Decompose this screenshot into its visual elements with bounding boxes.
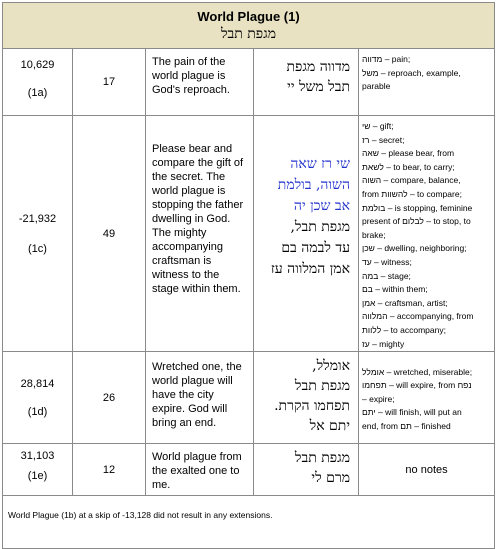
row-id: (1a) (27, 87, 48, 99)
hebrew-line: אמן המלווה עז (270, 261, 350, 277)
note-line: from להשוות – to compare; (362, 188, 462, 199)
hebrew-line-blue: השוה, בולמת (277, 177, 350, 193)
english-cell: The pain of the world plague is God's reproach. (146, 49, 254, 116)
hebrew-line: מגפת תבל, (290, 219, 350, 235)
hebrew-cell (254, 352, 359, 444)
hebrew-line: יתם אל (309, 418, 350, 435)
notes-cell (359, 49, 495, 116)
english-cell: Wretched one, the world plague will have the city expire. God will bring an end. (146, 352, 254, 444)
note-line: תפחמו – will expire, from נפח (362, 380, 472, 391)
notes-cell (359, 116, 495, 352)
english-cell: Please bear and compare the gift of the secret. The world plague is stopping the father dwelling in God. The mighty accompanying craftsman is witness to the stage within them. (146, 116, 254, 352)
english-cell: World plague from the exalted one to me. (146, 444, 254, 496)
skip-cell: 17 (73, 49, 146, 116)
table-row (3, 444, 495, 496)
hebrew-line: מגפת תבל (294, 378, 350, 395)
note-line: אומלל – wretched, miserable; (362, 366, 473, 377)
note-line: end, from תם – finished (362, 420, 451, 431)
row-value: -21,932 (18, 212, 57, 225)
hebrew-line: מרם לי (311, 470, 350, 487)
table-header-row (3, 3, 495, 49)
hebrew-line-blue: שי רז שאה (290, 156, 350, 172)
skip-cell: 49 (73, 116, 146, 352)
value-cell (3, 444, 73, 496)
skip-cell: 26 (73, 352, 146, 444)
hebrew-line: מגפת תבל (294, 450, 350, 467)
table-footer: World Plague (1b) at a skip of -13,128 did not result in any extensions. (3, 496, 495, 549)
note-line: רז – secret; (362, 134, 405, 145)
hebrew-line-blue: אב שכן יה (293, 198, 350, 214)
note-line: במה – stage; (362, 270, 411, 281)
note-line: מדווה – pain; (362, 54, 411, 64)
note-line: יתם – will finish, will put an (362, 407, 462, 418)
row-value: 31,103 (20, 450, 55, 463)
note-line: לשאת – to bear, to carry; (362, 161, 455, 172)
table-header (3, 3, 495, 49)
note-line: השוה – compare, balance, (362, 175, 461, 186)
note-line: ללוות – to accompany; (362, 324, 446, 335)
note-line: עד – witness; (362, 256, 412, 267)
note-line: – expire; (362, 393, 395, 404)
hebrew-line: תבל משל יי (287, 79, 350, 95)
row-value: 28,814 (20, 377, 55, 390)
row-id: (1c) (28, 242, 47, 255)
world-plague-table (2, 2, 495, 549)
hebrew-cell (254, 49, 359, 116)
row-value: 10,629 (20, 59, 55, 71)
note-line: עז – mighty (362, 338, 405, 349)
hebrew-line: עד לבמה בם (281, 240, 350, 256)
value-cell (3, 116, 73, 352)
value-cell (3, 352, 73, 444)
value-cell (3, 49, 73, 116)
note-line: brake; (362, 229, 386, 240)
table-row (3, 49, 495, 116)
table-row (3, 352, 495, 444)
note-line: אמן – craftsman, artist; (362, 297, 448, 308)
note-line: משל – reproach, example, (362, 67, 461, 78)
row-id: (1e) (27, 470, 48, 483)
table-title: World Plague (1) (197, 9, 300, 24)
row-id: (1d) (27, 405, 48, 418)
note-line: present of לבלום – to stop, to (362, 216, 471, 227)
note-line: בולמת – is stopping, feminine (362, 202, 473, 213)
hebrew-cell (254, 116, 359, 352)
hebrew-line: מדווה מגפת (286, 59, 350, 75)
note-line: בם – within them; (362, 284, 428, 295)
hebrew-line: תפחמו הקרת. (274, 398, 350, 415)
note-line: שאה – please bear, from (362, 148, 455, 159)
note-line: שכן – dwelling, neighboring; (362, 243, 467, 254)
table-title-hebrew: מגפת תבל (220, 26, 277, 42)
note-line: parable (362, 81, 391, 92)
note-line: המלווה – accompanying, from (362, 311, 474, 322)
skip-cell: 12 (73, 444, 146, 496)
note-line: שי – gift; (362, 121, 394, 131)
hebrew-cell (254, 444, 359, 496)
table-row (3, 116, 495, 352)
notes-cell (359, 352, 495, 444)
hebrew-line: אומלל, (312, 358, 350, 375)
notes-cell: no notes (359, 444, 495, 496)
footer-row (3, 496, 495, 549)
